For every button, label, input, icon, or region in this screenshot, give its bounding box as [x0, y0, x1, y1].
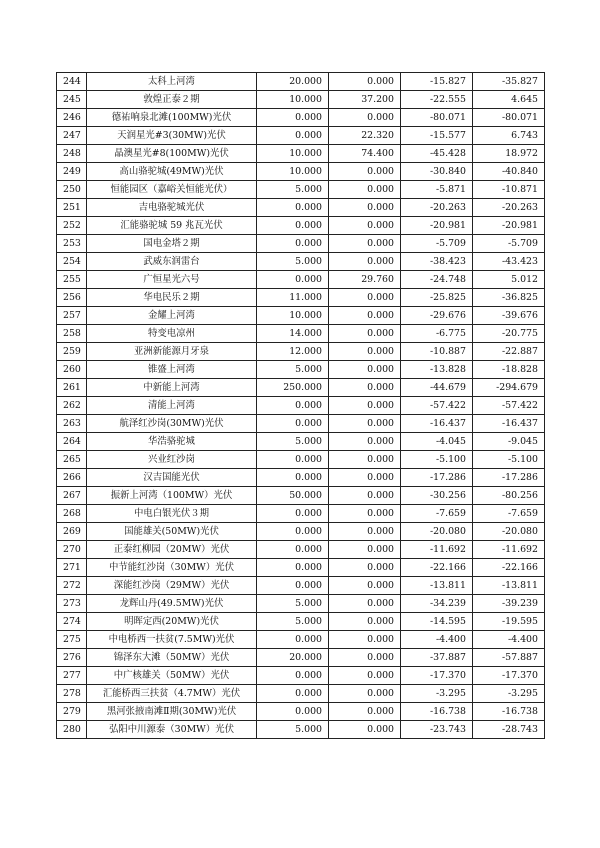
table-row [57, 523, 545, 541]
value-3-cell: -10.887 [401, 343, 473, 361]
value-4-cell: -3.295 [473, 685, 545, 703]
table-row [57, 181, 545, 199]
value-3-cell: -13.828 [401, 361, 473, 379]
value-4-cell: -9.045 [473, 433, 545, 451]
value-1-cell: 10.000 [257, 307, 329, 325]
value-3-cell: -20.263 [401, 199, 473, 217]
value-3-cell: -24.748 [401, 271, 473, 289]
station-name-cell: 中广核雄关（50MW）光伏 [87, 667, 257, 685]
value-1-cell: 12.000 [257, 343, 329, 361]
value-4-cell: -80.071 [473, 109, 545, 127]
station-name-cell: 正泰红柳园（20MW）光伏 [87, 541, 257, 559]
value-2-cell: 0.000 [329, 361, 401, 379]
value-3-cell: -4.400 [401, 631, 473, 649]
value-4-cell: -40.840 [473, 163, 545, 181]
value-2-cell: 0.000 [329, 631, 401, 649]
value-2-cell: 0.000 [329, 523, 401, 541]
value-3-cell: -6.775 [401, 325, 473, 343]
value-1-cell: 20.000 [257, 73, 329, 91]
table-row [57, 703, 545, 721]
value-2-cell: 0.000 [329, 433, 401, 451]
table-row [57, 559, 545, 577]
value-3-cell: -5.871 [401, 181, 473, 199]
station-name-cell: 高山骆驼城(49MW)光伏 [87, 163, 257, 181]
value-2-cell: 0.000 [329, 181, 401, 199]
value-2-cell: 0.000 [329, 541, 401, 559]
value-2-cell: 0.000 [329, 73, 401, 91]
value-3-cell: -17.370 [401, 667, 473, 685]
station-name-cell: 航泽红沙岗(30MW)光伏 [87, 415, 257, 433]
value-4-cell: -39.676 [473, 307, 545, 325]
value-1-cell: 0.000 [257, 199, 329, 217]
value-1-cell: 0.000 [257, 469, 329, 487]
value-1-cell: 10.000 [257, 145, 329, 163]
station-name-cell: 天润星光#3(30MW)光伏 [87, 127, 257, 145]
value-1-cell: 0.000 [257, 505, 329, 523]
table-row [57, 361, 545, 379]
value-2-cell: 0.000 [329, 325, 401, 343]
value-4-cell: -57.422 [473, 397, 545, 415]
value-3-cell: -29.676 [401, 307, 473, 325]
value-2-cell: 0.000 [329, 595, 401, 613]
value-1-cell: 5.000 [257, 613, 329, 631]
value-4-cell: -36.825 [473, 289, 545, 307]
value-1-cell: 0.000 [257, 127, 329, 145]
station-name-cell: 吉电骆驼城光伏 [87, 199, 257, 217]
station-name-cell: 龙辉山丹(49.5MW)光伏 [87, 595, 257, 613]
value-3-cell: -3.295 [401, 685, 473, 703]
value-3-cell: -7.659 [401, 505, 473, 523]
station-name-cell: 锦泽东大滩（50MW）光伏 [87, 649, 257, 667]
table-row [57, 253, 545, 271]
table-row [57, 577, 545, 595]
value-2-cell: 0.000 [329, 217, 401, 235]
value-3-cell: -45.428 [401, 145, 473, 163]
value-3-cell: -38.423 [401, 253, 473, 271]
value-4-cell: -20.981 [473, 217, 545, 235]
value-1-cell: 0.000 [257, 667, 329, 685]
value-3-cell: -30.840 [401, 163, 473, 181]
value-2-cell: 0.000 [329, 667, 401, 685]
table-row [57, 613, 545, 631]
value-1-cell: 0.000 [257, 397, 329, 415]
table-row [57, 73, 545, 91]
value-2-cell: 0.000 [329, 289, 401, 307]
row-number-cell: 278 [57, 685, 87, 703]
value-4-cell: -57.887 [473, 649, 545, 667]
value-3-cell: -30.256 [401, 487, 473, 505]
value-4-cell: -39.239 [473, 595, 545, 613]
station-name-cell: 清能上河湾 [87, 397, 257, 415]
value-3-cell: -37.887 [401, 649, 473, 667]
value-1-cell: 0.000 [257, 271, 329, 289]
value-2-cell: 0.000 [329, 577, 401, 595]
station-name-cell: 恒能园区（嘉峪关恒能光伏） [87, 181, 257, 199]
row-number-cell: 247 [57, 127, 87, 145]
value-3-cell: -22.555 [401, 91, 473, 109]
table-row [57, 199, 545, 217]
value-2-cell: 0.000 [329, 505, 401, 523]
row-number-cell: 268 [57, 505, 87, 523]
station-name-cell: 武威东润雷台 [87, 253, 257, 271]
station-name-cell: 振新上河湾（100MW）光伏 [87, 487, 257, 505]
row-number-cell: 275 [57, 631, 87, 649]
value-4-cell: -16.437 [473, 415, 545, 433]
value-4-cell: -10.871 [473, 181, 545, 199]
table-row [57, 163, 545, 181]
table-body [57, 73, 545, 739]
row-number-cell: 250 [57, 181, 87, 199]
row-number-cell: 279 [57, 703, 87, 721]
value-2-cell: 0.000 [329, 199, 401, 217]
row-number-cell: 264 [57, 433, 87, 451]
value-2-cell: 74.400 [329, 145, 401, 163]
row-number-cell: 263 [57, 415, 87, 433]
table-row [57, 505, 545, 523]
row-number-cell: 252 [57, 217, 87, 235]
value-4-cell: 18.972 [473, 145, 545, 163]
station-name-cell: 汉吉国能光伏 [87, 469, 257, 487]
row-number-cell: 266 [57, 469, 87, 487]
table-row [57, 271, 545, 289]
row-number-cell: 270 [57, 541, 87, 559]
value-1-cell: 10.000 [257, 163, 329, 181]
row-number-cell: 254 [57, 253, 87, 271]
value-3-cell: -4.045 [401, 433, 473, 451]
value-4-cell: -13.811 [473, 577, 545, 595]
row-number-cell: 245 [57, 91, 87, 109]
table-row [57, 235, 545, 253]
value-4-cell: -43.423 [473, 253, 545, 271]
table-row [57, 685, 545, 703]
value-4-cell: 6.743 [473, 127, 545, 145]
value-1-cell: 50.000 [257, 487, 329, 505]
value-2-cell: 0.000 [329, 703, 401, 721]
table-row [57, 109, 545, 127]
row-number-cell: 272 [57, 577, 87, 595]
station-name-cell: 兴业红沙岗 [87, 451, 257, 469]
value-1-cell: 5.000 [257, 595, 329, 613]
value-4-cell: -20.080 [473, 523, 545, 541]
value-4-cell: -5.709 [473, 235, 545, 253]
value-3-cell: -17.286 [401, 469, 473, 487]
station-name-cell: 弘阳中川源泰（30MW）光伏 [87, 721, 257, 739]
value-3-cell: -44.679 [401, 379, 473, 397]
station-name-cell: 国能雄关(50MW)光伏 [87, 523, 257, 541]
data-table [56, 72, 545, 739]
value-3-cell: -25.825 [401, 289, 473, 307]
value-4-cell: -19.595 [473, 613, 545, 631]
value-4-cell: -80.256 [473, 487, 545, 505]
station-name-cell: 广恒星光六号 [87, 271, 257, 289]
value-1-cell: 20.000 [257, 649, 329, 667]
value-4-cell: -294.679 [473, 379, 545, 397]
row-number-cell: 280 [57, 721, 87, 739]
value-2-cell: 0.000 [329, 109, 401, 127]
row-number-cell: 257 [57, 307, 87, 325]
table-row [57, 541, 545, 559]
table-row [57, 307, 545, 325]
value-3-cell: -16.738 [401, 703, 473, 721]
row-number-cell: 276 [57, 649, 87, 667]
value-2-cell: 0.000 [329, 649, 401, 667]
value-2-cell: 0.000 [329, 397, 401, 415]
value-2-cell: 0.000 [329, 343, 401, 361]
value-2-cell: 0.000 [329, 163, 401, 181]
value-3-cell: -23.743 [401, 721, 473, 739]
value-1-cell: 0.000 [257, 541, 329, 559]
row-number-cell: 244 [57, 73, 87, 91]
value-2-cell: 0.000 [329, 721, 401, 739]
value-1-cell: 0.000 [257, 631, 329, 649]
row-number-cell: 259 [57, 343, 87, 361]
table-row [57, 145, 545, 163]
table-row [57, 127, 545, 145]
station-name-cell: 中电白银光伏３期 [87, 505, 257, 523]
table-row [57, 631, 545, 649]
row-number-cell: 277 [57, 667, 87, 685]
value-1-cell: 5.000 [257, 253, 329, 271]
value-1-cell: 14.000 [257, 325, 329, 343]
table-row [57, 667, 545, 685]
value-2-cell: 0.000 [329, 487, 401, 505]
table-row [57, 451, 545, 469]
value-1-cell: 5.000 [257, 181, 329, 199]
value-4-cell: 5.012 [473, 271, 545, 289]
row-number-cell: 269 [57, 523, 87, 541]
row-number-cell: 260 [57, 361, 87, 379]
station-name-cell: 中新能上河湾 [87, 379, 257, 397]
station-name-cell: 深能红沙岗（29MW）光伏 [87, 577, 257, 595]
value-4-cell: -11.692 [473, 541, 545, 559]
value-3-cell: -34.239 [401, 595, 473, 613]
value-1-cell: 0.000 [257, 703, 329, 721]
value-2-cell: 0.000 [329, 685, 401, 703]
value-3-cell: -11.692 [401, 541, 473, 559]
value-3-cell: -20.981 [401, 217, 473, 235]
station-name-cell: 晶澳星光#8(100MW)光伏 [87, 145, 257, 163]
value-1-cell: 10.000 [257, 91, 329, 109]
table-row [57, 343, 545, 361]
value-2-cell: 0.000 [329, 415, 401, 433]
value-4-cell: -4.400 [473, 631, 545, 649]
value-1-cell: 250.000 [257, 379, 329, 397]
station-name-cell: 汇能桥西三扶贫（4.7MW）光伏 [87, 685, 257, 703]
value-1-cell: 11.000 [257, 289, 329, 307]
station-name-cell: 国电金塔２期 [87, 235, 257, 253]
station-name-cell: 明晖定西(20MW)光伏 [87, 613, 257, 631]
value-4-cell: -16.738 [473, 703, 545, 721]
row-number-cell: 255 [57, 271, 87, 289]
value-4-cell: -17.370 [473, 667, 545, 685]
station-name-cell: 锥盛上河湾 [87, 361, 257, 379]
value-2-cell: 0.000 [329, 469, 401, 487]
value-4-cell: -5.100 [473, 451, 545, 469]
row-number-cell: 251 [57, 199, 87, 217]
value-2-cell: 29.760 [329, 271, 401, 289]
station-name-cell: 金耀上河湾 [87, 307, 257, 325]
row-number-cell: 246 [57, 109, 87, 127]
table-row [57, 433, 545, 451]
station-name-cell: 德祐响泉北滩(100MW)光伏 [87, 109, 257, 127]
value-4-cell: -35.827 [473, 73, 545, 91]
row-number-cell: 248 [57, 145, 87, 163]
row-number-cell: 262 [57, 397, 87, 415]
value-2-cell: 22.320 [329, 127, 401, 145]
station-name-cell: 华电民乐２期 [87, 289, 257, 307]
value-3-cell: -16.437 [401, 415, 473, 433]
value-1-cell: 0.000 [257, 523, 329, 541]
table-row [57, 649, 545, 667]
value-3-cell: -5.100 [401, 451, 473, 469]
value-1-cell: 0.000 [257, 577, 329, 595]
station-name-cell: 汇能骆驼城 59 兆瓦光伏 [87, 217, 257, 235]
value-2-cell: 0.000 [329, 559, 401, 577]
value-1-cell: 0.000 [257, 451, 329, 469]
value-2-cell: 0.000 [329, 451, 401, 469]
row-number-cell: 256 [57, 289, 87, 307]
table-row [57, 487, 545, 505]
row-number-cell: 249 [57, 163, 87, 181]
value-1-cell: 0.000 [257, 235, 329, 253]
station-name-cell: 华浩骆驼城 [87, 433, 257, 451]
station-name-cell: 太科上河湾 [87, 73, 257, 91]
value-1-cell: 0.000 [257, 217, 329, 235]
value-3-cell: -80.071 [401, 109, 473, 127]
value-1-cell: 5.000 [257, 721, 329, 739]
row-number-cell: 274 [57, 613, 87, 631]
value-3-cell: -13.811 [401, 577, 473, 595]
row-number-cell: 261 [57, 379, 87, 397]
value-4-cell: -20.775 [473, 325, 545, 343]
value-4-cell: -20.263 [473, 199, 545, 217]
station-name-cell: 中电桥西一扶贫(7.5MW)光伏 [87, 631, 257, 649]
value-2-cell: 0.000 [329, 235, 401, 253]
value-3-cell: -5.709 [401, 235, 473, 253]
value-4-cell: -22.887 [473, 343, 545, 361]
value-4-cell: 4.645 [473, 91, 545, 109]
station-name-cell: 特变电凉州 [87, 325, 257, 343]
value-4-cell: -7.659 [473, 505, 545, 523]
row-number-cell: 258 [57, 325, 87, 343]
station-name-cell: 敦煌正泰２期 [87, 91, 257, 109]
value-1-cell: 5.000 [257, 361, 329, 379]
value-1-cell: 0.000 [257, 109, 329, 127]
table-row [57, 325, 545, 343]
value-3-cell: -22.166 [401, 559, 473, 577]
value-2-cell: 0.000 [329, 613, 401, 631]
table-row [57, 217, 545, 235]
value-3-cell: -15.577 [401, 127, 473, 145]
value-3-cell: -14.595 [401, 613, 473, 631]
value-2-cell: 0.000 [329, 307, 401, 325]
value-1-cell: 0.000 [257, 559, 329, 577]
table-row [57, 397, 545, 415]
row-number-cell: 265 [57, 451, 87, 469]
table-row [57, 595, 545, 613]
table-row [57, 91, 545, 109]
value-4-cell: -18.828 [473, 361, 545, 379]
value-4-cell: -28.743 [473, 721, 545, 739]
value-4-cell: -22.166 [473, 559, 545, 577]
table-row [57, 379, 545, 397]
value-1-cell: 5.000 [257, 433, 329, 451]
value-2-cell: 37.200 [329, 91, 401, 109]
station-name-cell: 黑河张掖南滩Ⅱ期(30MW)光伏 [87, 703, 257, 721]
value-2-cell: 0.000 [329, 253, 401, 271]
value-3-cell: -57.422 [401, 397, 473, 415]
row-number-cell: 253 [57, 235, 87, 253]
table-row [57, 289, 545, 307]
value-1-cell: 0.000 [257, 685, 329, 703]
value-3-cell: -20.080 [401, 523, 473, 541]
table-row [57, 469, 545, 487]
table-row [57, 415, 545, 433]
table-row [57, 721, 545, 739]
station-name-cell: 亚洲新能源月牙泉 [87, 343, 257, 361]
value-3-cell: -15.827 [401, 73, 473, 91]
value-2-cell: 0.000 [329, 379, 401, 397]
value-4-cell: -17.286 [473, 469, 545, 487]
value-1-cell: 0.000 [257, 415, 329, 433]
station-name-cell: 中节能红沙岗（30MW）光伏 [87, 559, 257, 577]
row-number-cell: 271 [57, 559, 87, 577]
row-number-cell: 267 [57, 487, 87, 505]
row-number-cell: 273 [57, 595, 87, 613]
